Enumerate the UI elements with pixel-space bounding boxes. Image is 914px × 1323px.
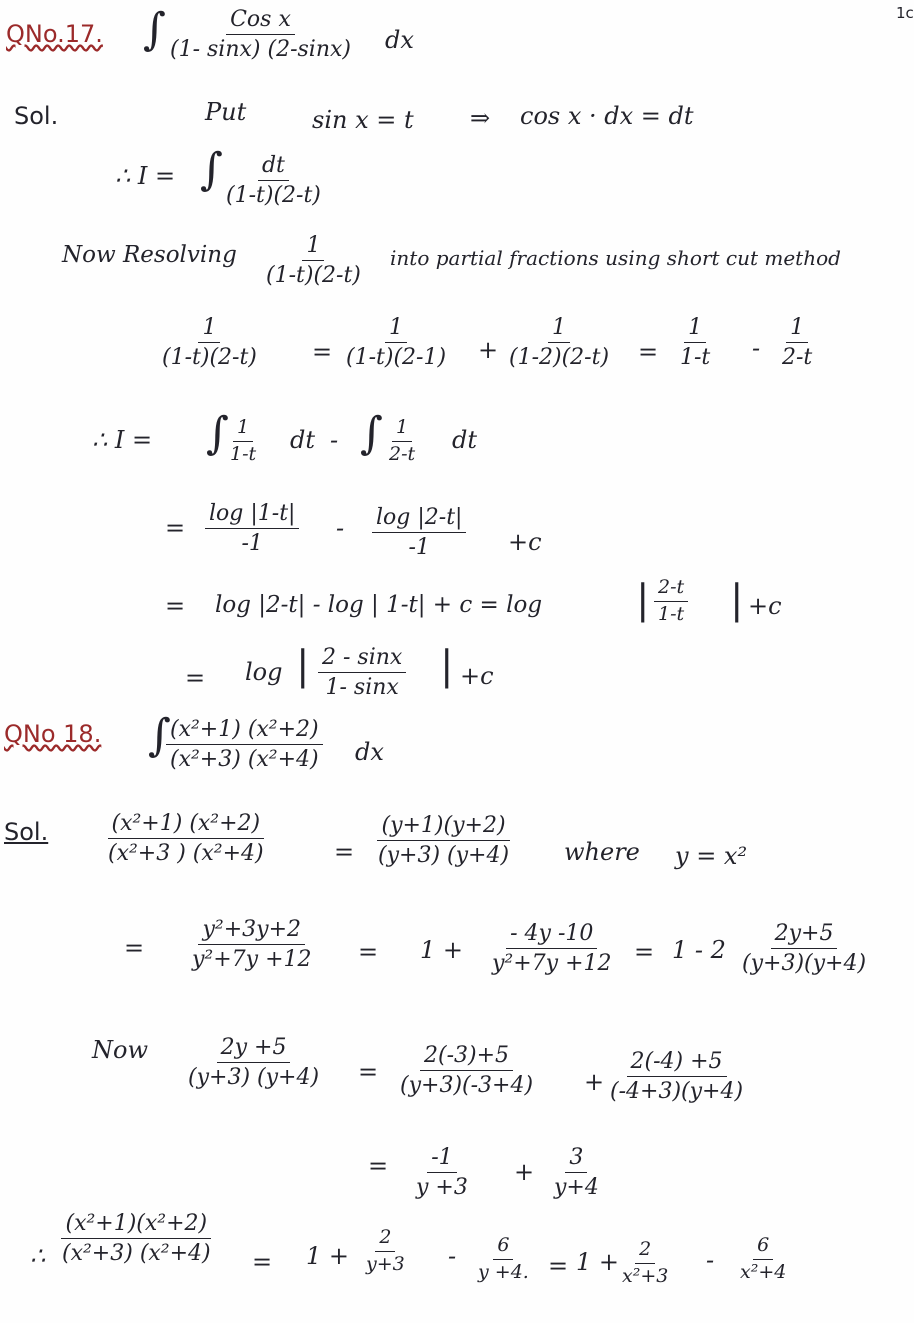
integral-sign: ∫ <box>200 144 223 195</box>
equals-sign: = <box>185 664 206 692</box>
q17-integrand <box>166 8 355 61</box>
q17-now-resolving: Now Resolving <box>62 242 237 268</box>
q17-i2-dt: dt <box>290 426 316 454</box>
numerator: 1 <box>786 316 808 343</box>
plus-constant: +c <box>508 528 542 556</box>
q18-l5-term-a <box>362 1228 409 1275</box>
q18-l4-term-a <box>412 1146 472 1199</box>
denominator: 2-t <box>782 345 813 371</box>
q18-l1-rhs <box>374 814 513 867</box>
denominator: (y+3) (y+4) <box>188 1065 320 1091</box>
numerator: 2-t <box>654 578 688 602</box>
q17-pf-fraction <box>262 234 365 287</box>
q17-substitution: sin x = t <box>312 106 414 134</box>
numerator: (x²+1) (x²+2) <box>108 812 265 839</box>
numerator: 2 <box>635 1240 655 1264</box>
numerator: 2 <box>375 1228 395 1252</box>
denominator: (x²+3 ) (x²+4) <box>108 841 264 867</box>
q17-into-partial-fractions: into partial fractions using short cut method <box>390 246 841 270</box>
equals-sign: = <box>368 1152 389 1180</box>
numerator: (y+1)(y+2) <box>377 814 509 841</box>
therefore-sign: ∴ <box>30 1242 46 1270</box>
denominator: 2-t <box>389 442 416 465</box>
denominator: y+4 <box>554 1175 599 1201</box>
plus-sign: + <box>514 1158 535 1186</box>
q17-final-log: log <box>245 658 283 686</box>
denominator: 1- sinx <box>325 675 399 701</box>
equals-sign: = <box>124 934 145 962</box>
q17-eq1-term-b <box>505 316 613 369</box>
numerator: 1 <box>684 316 706 343</box>
minus-sign: - <box>336 514 345 542</box>
q17-i-numerator: dt <box>258 154 289 181</box>
q17-pf-numerator: 1 <box>302 234 324 261</box>
numerator: log |1-t| <box>205 502 299 529</box>
q18-l3-term-b <box>606 1050 747 1103</box>
numerator: - 4y -10 <box>506 922 597 949</box>
denominator: y +3 <box>416 1175 468 1201</box>
numerator: -1 <box>427 1146 456 1173</box>
absolute-bar: | <box>730 577 744 623</box>
q17-i2-term-a <box>226 418 260 465</box>
numerator: 2(-4) +5 <box>627 1050 727 1077</box>
integral-sign: ∫ <box>143 4 166 55</box>
denominator: x²+3 <box>622 1264 669 1287</box>
q18-solution-label: Sol. <box>4 818 49 846</box>
q17-log-term-b <box>372 506 466 559</box>
equals-sign: = <box>358 1058 379 1086</box>
numerator: 2 - sinx <box>318 646 406 673</box>
equals-sign: = <box>358 938 379 966</box>
q18-dx: dx <box>355 738 384 766</box>
plus-sign: + <box>478 336 499 364</box>
integral-sign: ∫ <box>360 408 383 459</box>
q17-log-term-a <box>205 502 299 555</box>
question-18-label: QNo 18. <box>4 720 102 748</box>
denominator: (y+3) (y+4) <box>378 843 510 869</box>
denominator: (y+3)(-3+4) <box>400 1073 534 1099</box>
q18-l2-term-b <box>488 922 616 975</box>
q18-l5-term-d <box>736 1236 790 1283</box>
q17-i2-prefix: ∴ I = <box>92 426 153 454</box>
q18-integrand <box>166 718 323 771</box>
numerator: 2y+5 <box>771 922 838 949</box>
q18-one-plus: 1 + <box>420 936 464 964</box>
q18-integrand-denominator: (x²+3) (x²+4) <box>170 747 319 773</box>
q17-dx: dx <box>385 26 414 54</box>
numerator: 3 <box>565 1146 587 1173</box>
page-number: 1c <box>896 4 914 22</box>
denominator: -1 <box>408 535 430 561</box>
numerator: 1 <box>385 316 407 343</box>
denominator: (x²+3) (x²+4) <box>62 1241 211 1267</box>
q18-where: where <box>564 838 640 866</box>
q17-final-fraction <box>318 646 406 699</box>
denominator: (-4+3)(y+4) <box>610 1079 744 1105</box>
q17-i2-dt: dt <box>452 426 478 454</box>
denominator: 1-t <box>230 442 257 465</box>
q17-solution-label: Sol. <box>14 102 59 130</box>
denominator: y²+7y +12 <box>192 947 312 973</box>
denominator: (1-t)(2-t) <box>162 345 257 371</box>
numerator: 1 <box>198 316 220 343</box>
question-17-label: QNo.17. <box>6 20 103 48</box>
equals-sign: = <box>334 838 355 866</box>
plus-constant: +c <box>748 592 782 620</box>
q17-eq1-term-d <box>778 316 816 369</box>
q17-integrand-denominator: (1- sinx) (2-sinx) <box>170 37 351 63</box>
denominator: (1-t)(2-1) <box>346 345 447 371</box>
q17-i2-term-b <box>385 418 419 465</box>
numerator: (x²+1)(x²+2) <box>61 1212 211 1239</box>
absolute-bar: | <box>296 643 310 689</box>
q18-l5-one-plus: 1 + <box>306 1242 350 1270</box>
numerator: 1 <box>548 316 570 343</box>
q18-l5-term-c <box>618 1240 672 1287</box>
numerator: y²+3y+2 <box>198 918 305 945</box>
denominator: 1-t <box>680 345 711 371</box>
numerator: 1 <box>233 418 253 442</box>
plus-sign: + <box>584 1068 605 1096</box>
q17-eq1-term-a <box>342 316 450 369</box>
q18-l5-lhs <box>58 1212 215 1265</box>
denominator: 1-t <box>658 602 685 625</box>
equals-sign: = <box>548 1252 569 1280</box>
q17-log-difference: log |2-t| - log | 1-t| + c = log <box>215 592 543 618</box>
denominator: y²+7y +12 <box>492 951 612 977</box>
q17-differential: cos x · dx = dt <box>520 102 694 130</box>
q17-log-quotient <box>654 578 688 625</box>
q18-substitution: y = x² <box>675 842 748 870</box>
q18-l3-lhs <box>184 1036 323 1089</box>
denominator: x²+4 <box>740 1260 787 1283</box>
equals-sign: = <box>252 1248 273 1276</box>
q18-l2-term-a <box>188 918 316 971</box>
minus-sign: - <box>330 426 339 454</box>
q18-integrand-numerator: (x²+1) (x²+2) <box>166 718 323 745</box>
minus-sign: - <box>448 1242 457 1270</box>
equals-sign: = <box>638 338 659 366</box>
q17-pf-denominator: (1-t)(2-t) <box>266 263 361 289</box>
q17-eq1-term-c <box>676 316 714 369</box>
implies-arrow: ⇒ <box>470 104 491 132</box>
q18-l2-term-c <box>738 922 870 975</box>
numerator: 2y +5 <box>217 1036 291 1063</box>
numerator: log |2-t| <box>372 506 466 533</box>
q18-l4-term-b <box>550 1146 603 1199</box>
q18-l1-lhs <box>104 812 268 865</box>
denominator: y+3 <box>366 1252 405 1275</box>
q17-integrand-numerator: Cos x <box>226 8 295 35</box>
absolute-bar: | <box>440 643 454 689</box>
q17-i-integrand <box>222 154 325 207</box>
equals-sign: = <box>312 338 333 366</box>
denominator: (y+3)(y+4) <box>742 951 867 977</box>
integral-sign: ∫ <box>206 408 229 459</box>
equals-sign: = <box>634 938 655 966</box>
numerator: 1 <box>392 418 412 442</box>
q17-i-prefix: ∴ I = <box>115 162 176 190</box>
integral-sign: ∫ <box>148 710 171 761</box>
minus-sign: - <box>706 1246 715 1274</box>
q18-now: Now <box>92 1036 148 1064</box>
q18-l3-term-a <box>396 1044 537 1097</box>
q18-one-minus-two: 1 - 2 <box>672 936 726 964</box>
q17-eq1-lhs <box>158 316 261 369</box>
equals-sign: = <box>165 592 186 620</box>
plus-constant: +c <box>460 662 494 690</box>
absolute-bar: | <box>636 577 650 623</box>
equals-sign: = <box>165 514 186 542</box>
q18-l5-one-plus-b: 1 + <box>576 1248 620 1276</box>
minus-sign: - <box>752 334 761 362</box>
denominator: y +4. <box>478 1260 529 1283</box>
numerator: 6 <box>493 1236 513 1260</box>
denominator: -1 <box>241 531 263 557</box>
denominator: (1-2)(2-t) <box>509 345 610 371</box>
q17-put: Put <box>205 98 247 126</box>
numerator: 2(-3)+5 <box>420 1044 513 1071</box>
numerator: 6 <box>753 1236 773 1260</box>
q17-i-denominator: (1-t)(2-t) <box>226 183 321 209</box>
q18-l5-term-b <box>474 1236 533 1283</box>
